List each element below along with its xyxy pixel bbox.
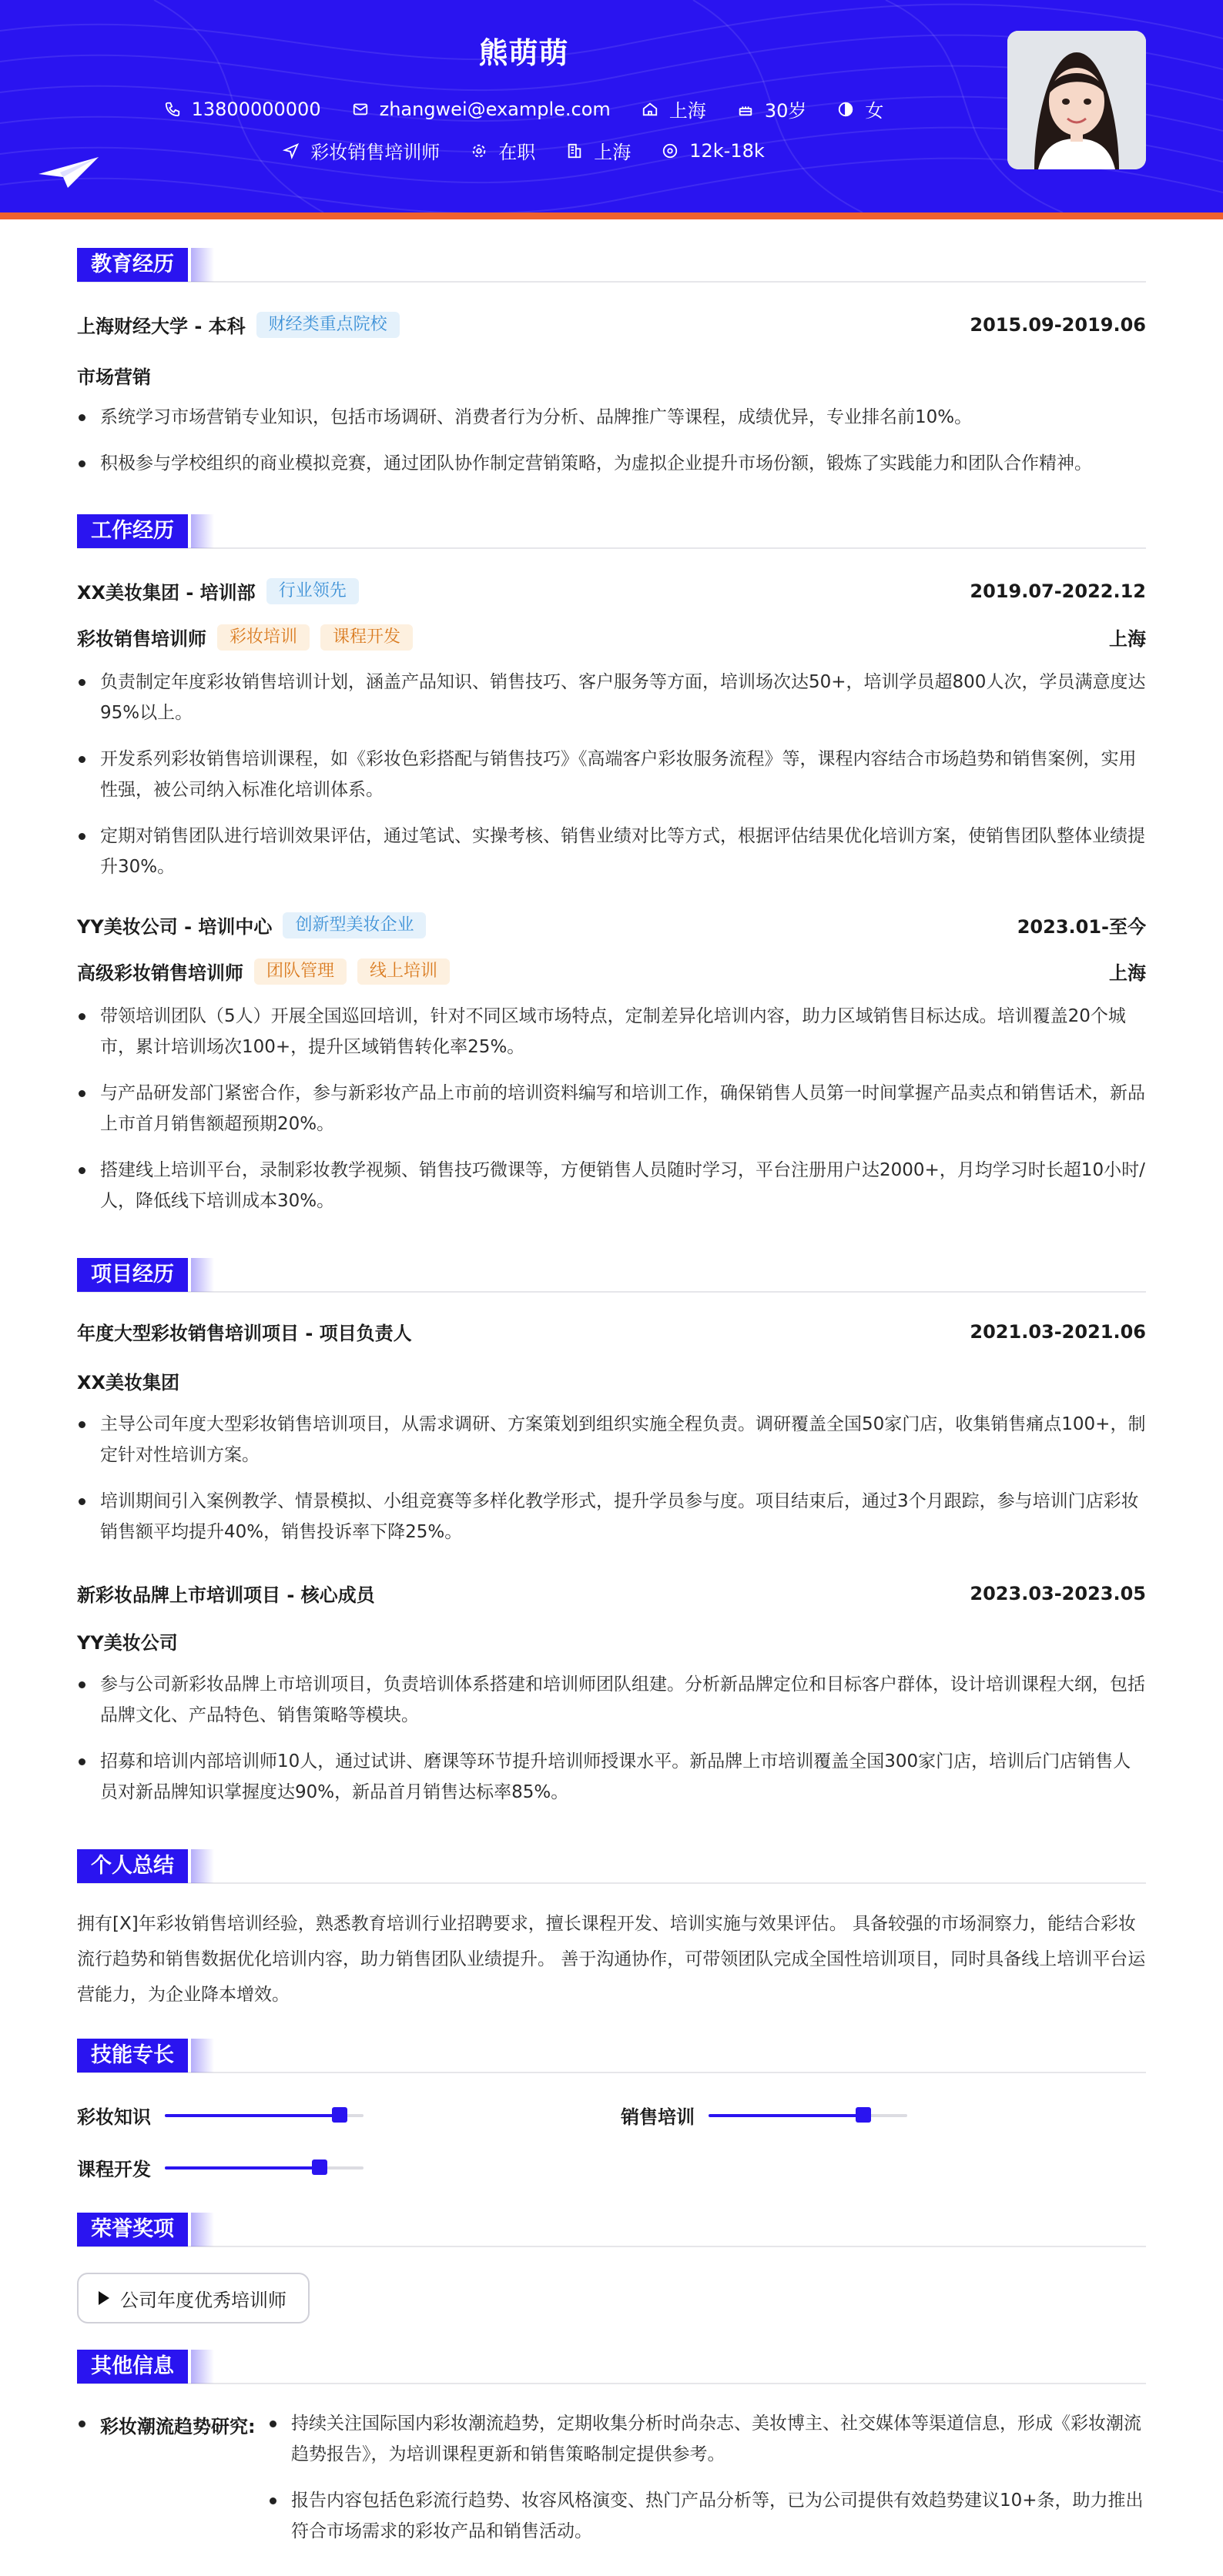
skill-name: 彩妆知识 bbox=[77, 2106, 151, 2128]
gender-icon bbox=[837, 101, 854, 118]
other-bullets bbox=[268, 2408, 1146, 2562]
section-divider bbox=[77, 2383, 1146, 2384]
section-divider bbox=[77, 1291, 1146, 1293]
work-0-role bbox=[77, 624, 1146, 651]
section-title-fade bbox=[191, 248, 214, 282]
work-date: 2023.01-至今 bbox=[1017, 916, 1146, 938]
section-divider bbox=[77, 547, 1146, 549]
project-0-header bbox=[77, 1318, 1146, 1345]
work-1-bullets bbox=[77, 1001, 1146, 1232]
school-badge: 财经类重点院校 bbox=[256, 312, 400, 338]
list-item: 系统学习市场营销专业知识，包括市场调研、消费者行为分析、品牌推广等课程，成绩优异，专业排名前10%。 bbox=[77, 402, 1146, 433]
section-education bbox=[77, 248, 1146, 282]
status-icon bbox=[471, 142, 488, 159]
list-item: 招募和培训内部培训师10人，通过试讲、磨课等环节提升培训师授课水平。新品牌上市培训覆盖全国300家门店，培训后门店销售人员对新品牌知识掌握度达90%，新品首月销售达标率85%。 bbox=[77, 1746, 1146, 1808]
work-date: 2019.07-2022.12 bbox=[970, 580, 1146, 602]
education-date: 2015.09-2019.06 bbox=[970, 313, 1146, 336]
role-tag: 彩妆培训 bbox=[217, 624, 310, 651]
status-item bbox=[471, 137, 535, 164]
section-title-fade bbox=[191, 2350, 214, 2384]
section-title: 教育经历 bbox=[77, 248, 188, 282]
summary-text: 拥有[X]年彩妆销售培训经验，熟悉教育培训行业招聘要求，擅长课程开发、培训实施与效果评估。 具备较强的市场洞察力，能结合彩妆流行趋势和销售数据优化培训内容，助力销售团队业绩提升。 善于沟通协作，可带领团队完成全国性培训项目，同时具备线上培训平台运营能力，为企业降本增效。 bbox=[77, 1914, 1146, 2005]
section-title-fade bbox=[191, 1849, 214, 1883]
send-icon bbox=[283, 142, 300, 159]
section-divider bbox=[77, 2072, 1146, 2073]
list-item: 持续关注国际国内彩妆潮流趋势，定期收集分析时尚杂志、美妆博主、社交媒体等渠道信息，形成《彩妆潮流趋势报告》，为培训课程更新和销售策略制定提供参考。 bbox=[268, 2408, 1146, 2470]
skill-fill bbox=[709, 2114, 863, 2117]
role-tag: 课程开发 bbox=[320, 624, 413, 651]
list-item: 负责制定年度彩妆销售培训计划，涵盖产品知识、销售技巧、客户服务等方面，培训场次达50+，培训学员超800人次，学员满意度达95%以上。 bbox=[77, 667, 1146, 728]
project-org: YY美妆公司 bbox=[77, 1632, 178, 1654]
phone-item bbox=[164, 99, 321, 120]
resume-header bbox=[0, 0, 1223, 212]
education-row bbox=[77, 311, 1146, 338]
list-item: 带领培训团队（5人）开展全国巡回培训，针对不同区域市场特点，定制差异化培训内容，助力区域销售目标达成。培训覆盖20个城市，累计培训场次100+，提升区域销售转化率25%。 bbox=[77, 1001, 1146, 1062]
age-item bbox=[737, 95, 807, 122]
project-0-bullets bbox=[77, 1409, 1146, 1563]
section-title: 技能专长 bbox=[77, 2039, 188, 2073]
paper-plane-icon bbox=[37, 154, 100, 191]
section-summary bbox=[77, 1849, 1146, 1883]
section-title: 荣誉奖项 bbox=[77, 2213, 188, 2246]
target-city-item bbox=[566, 137, 631, 164]
header-accent-stripe bbox=[0, 212, 1223, 219]
skill-fill bbox=[165, 2114, 340, 2117]
project-title: 新彩妆品牌上市培训项目 - 核心成员 bbox=[77, 1584, 375, 1606]
phone-text: 13800000000 bbox=[191, 98, 321, 120]
section-work bbox=[77, 514, 1146, 548]
work-city: 上海 bbox=[1109, 962, 1146, 984]
section-title: 其他信息 bbox=[77, 2350, 188, 2384]
section-honors bbox=[77, 2213, 1146, 2246]
other-label: 彩妆潮流趋势研究: bbox=[77, 2411, 256, 2438]
target-city-text: 上海 bbox=[594, 142, 632, 163]
list-item: 主导公司年度大型彩妆销售培训项目，从需求调研、方案策划到组织实施全程负责。调研覆盖全国50家门店，收集销售痛点100+，制定针对性培训方案。 bbox=[77, 1409, 1146, 1470]
role-tag: 线上培训 bbox=[357, 958, 450, 985]
skill-item bbox=[621, 2102, 907, 2129]
email-text: zhangwei@example.com bbox=[379, 98, 611, 120]
list-item: 培训期间引入案例教学、情景模拟、小组竞赛等多样化教学形式，提升学员参与度。项目结束后，通过3个月跟踪，参与培训门店彩妆销售额平均提升40%，销售投诉率下降25%。 bbox=[77, 1486, 1146, 1547]
section-title-fade bbox=[191, 2039, 214, 2073]
salary-item bbox=[662, 140, 765, 162]
role-tag: 团队管理 bbox=[254, 958, 347, 985]
section-title: 工作经历 bbox=[77, 514, 188, 548]
project-title: 年度大型彩妆销售培训项目 - 项目负责人 bbox=[77, 1323, 412, 1344]
section-title-fade bbox=[191, 1258, 214, 1292]
job-intention-row bbox=[0, 137, 1047, 164]
list-item: 开发系列彩妆销售培训课程，如《彩妆色彩搭配与销售技巧》《高端客户彩妆服务流程》等，课程内容结合市场趋势和销售案例，实用性强，被公司纳入标准化培训体系。 bbox=[77, 744, 1146, 805]
company-badge: 创新型美妆企业 bbox=[283, 912, 426, 938]
work-0-bullets bbox=[77, 667, 1146, 898]
section-title: 项目经历 bbox=[77, 1258, 188, 1292]
award-name: 公司年度优秀培训师 bbox=[120, 2289, 286, 2311]
section-divider bbox=[77, 1882, 1146, 1884]
section-skills bbox=[77, 2039, 1146, 2073]
project-date: 2021.03-2021.06 bbox=[970, 1320, 1146, 1343]
list-item: 搭建线上培训平台，录制彩妆教学视频、销售技巧微课等，方便销售人员随时学习，平台注册用户达2000+，月均学习时长超10小时/人，降低线下培训成本30%。 bbox=[77, 1155, 1146, 1216]
target-job-item bbox=[283, 137, 440, 164]
company-name: YY美妆公司 - 培训中心 bbox=[77, 916, 273, 938]
education-bullets bbox=[77, 402, 1146, 494]
section-project bbox=[77, 1258, 1146, 1292]
work-1-header bbox=[77, 912, 1146, 938]
section-divider bbox=[77, 281, 1146, 283]
profile-photo bbox=[1007, 31, 1146, 169]
avatar-illustration bbox=[1007, 31, 1146, 169]
gender-item bbox=[837, 95, 883, 122]
job-role: 彩妆销售培训师 bbox=[77, 628, 206, 650]
list-item: 与产品研发部门紧密合作，参与新彩妆产品上市前的培训资料编写和培训工作，确保销售人员第一时间掌握产品卖点和销售话术，新品上市首月销售额超预期20%。 bbox=[77, 1078, 1146, 1139]
location-item bbox=[642, 95, 706, 122]
project-date: 2023.03-2023.05 bbox=[970, 1582, 1146, 1604]
candidate-name: 熊萌萌 bbox=[478, 36, 569, 70]
gender-text: 女 bbox=[865, 100, 884, 122]
age-text: 30岁 bbox=[764, 100, 807, 122]
building-icon bbox=[566, 142, 583, 159]
list-item: 定期对销售团队进行培训效果评估，通过笔试、实操考核、销售业绩对比等方式，根据评估结果优化培训方案，使销售团队整体业绩提升30%。 bbox=[77, 821, 1146, 882]
skill-item bbox=[77, 2102, 364, 2129]
company-name: XX美妆集团 - 培训部 bbox=[77, 582, 256, 604]
school-name: 上海财经大学 - 本科 bbox=[77, 316, 246, 337]
contact-row bbox=[0, 95, 1047, 122]
major: 市场营销 bbox=[77, 366, 151, 388]
section-other bbox=[77, 2350, 1146, 2384]
skill-knob bbox=[332, 2107, 347, 2123]
section-divider bbox=[77, 2246, 1146, 2247]
home-icon bbox=[642, 101, 658, 118]
section-title-fade bbox=[191, 514, 214, 548]
play-icon bbox=[99, 2291, 109, 2305]
project-1-bullets bbox=[77, 1669, 1146, 1823]
skill-knob bbox=[856, 2107, 871, 2123]
award-item bbox=[77, 2273, 310, 2323]
section-title-fade bbox=[191, 2213, 214, 2246]
project-org: XX美妆集团 bbox=[77, 1372, 180, 1393]
skill-track bbox=[709, 2114, 907, 2117]
salary-icon bbox=[662, 142, 679, 159]
cake-icon bbox=[737, 101, 754, 118]
email-item bbox=[352, 99, 611, 120]
status-text: 在职 bbox=[498, 142, 536, 163]
skill-name: 销售培训 bbox=[621, 2106, 695, 2128]
section-title: 个人总结 bbox=[77, 1849, 188, 1883]
skill-track bbox=[165, 2166, 364, 2170]
list-item: 参与公司新彩妆品牌上市培训项目，负责培训体系搭建和培训师团队组建。分析新品牌定位和目标客户群体，设计培训课程大纲，包括品牌文化、产品特色、销售策略等模块。 bbox=[77, 1669, 1146, 1731]
project-1-header bbox=[77, 1580, 1146, 1607]
list-item: 积极参与学校组织的商业模拟竞赛，通过团队协作制定营销策略，为虚拟企业提升市场份额，锻炼了实践能力和团队合作精神。 bbox=[77, 448, 1146, 479]
email-icon bbox=[352, 101, 369, 118]
phone-icon bbox=[164, 101, 181, 118]
work-1-role bbox=[77, 958, 1146, 985]
location-text: 上海 bbox=[668, 100, 706, 122]
salary-text: 12k-18k bbox=[689, 139, 765, 162]
skill-knob bbox=[312, 2159, 327, 2175]
job-role: 高级彩妆销售培训师 bbox=[77, 962, 243, 984]
work-city: 上海 bbox=[1109, 628, 1146, 650]
skill-name: 课程开发 bbox=[77, 2159, 151, 2180]
skill-fill bbox=[165, 2166, 320, 2170]
company-badge: 行业领先 bbox=[266, 578, 359, 604]
target-job-text: 彩妆销售培训师 bbox=[310, 142, 441, 163]
work-0-header bbox=[77, 577, 1146, 604]
skill-item bbox=[77, 2154, 364, 2181]
skill-track bbox=[165, 2114, 364, 2117]
list-item: 报告内容包括色彩流行趋势、妆容风格演变、热门产品分析等，已为公司提供有效趋势建议10+条，助力推出符合市场需求的彩妆产品和销售活动。 bbox=[268, 2485, 1146, 2547]
